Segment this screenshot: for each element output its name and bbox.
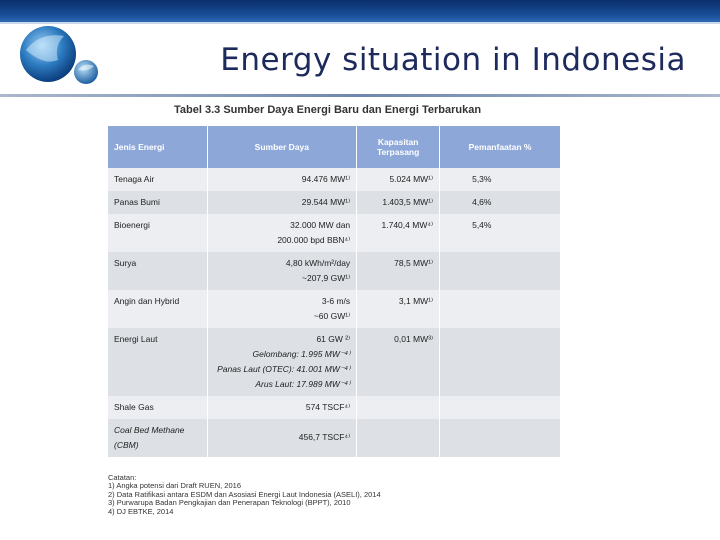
table-row xyxy=(108,396,560,419)
col-header-type: Jenis Energi xyxy=(108,126,207,168)
source-line: 4,80 kWh/m²/day xyxy=(285,258,351,268)
col-header-capacity: Kapasitan Terpasang xyxy=(357,126,440,168)
cell-source xyxy=(207,168,357,191)
cell-source xyxy=(207,396,357,419)
table-row xyxy=(108,214,560,252)
source-line: ~60 GW¹⁾ xyxy=(313,311,351,321)
table-row xyxy=(108,168,560,191)
cell-type: Panas Bumi xyxy=(108,191,207,214)
cell-use xyxy=(440,252,560,290)
slide-header xyxy=(0,0,720,100)
table-notes xyxy=(108,474,381,516)
cell-capacity xyxy=(357,396,440,419)
cell-type: Angin dan Hybrid xyxy=(108,290,207,328)
notes-heading: Catatan: xyxy=(108,473,137,482)
table-row xyxy=(108,328,560,396)
cell-source xyxy=(207,252,357,290)
cell-capacity: 3,1 MW¹⁾ xyxy=(357,290,440,328)
header-divider xyxy=(0,94,720,97)
cell-use: 5,3% xyxy=(440,168,560,191)
cell-capacity: 5.024 MW¹⁾ xyxy=(357,168,440,191)
cell-type: Surya xyxy=(108,252,207,290)
cell-source xyxy=(207,419,357,457)
cell-capacity: 1.403,5 MW¹⁾ xyxy=(357,191,440,214)
globe-logo-icon xyxy=(8,20,108,100)
cell-type: Bioenergi xyxy=(108,214,207,252)
note-item: 4) DJ EBTKE, 2014 xyxy=(108,506,174,516)
source-line: 574 TSCF⁴⁾ xyxy=(305,402,351,412)
cell-capacity xyxy=(357,419,440,457)
cell-use xyxy=(440,396,560,419)
note-item: 2) Data Ratifikasi antara ESDM dan Asosiasi Energi Laut Indonesia (ASELI), 2014 xyxy=(108,489,381,499)
source-line: 200.000 bpd BBN⁴⁾ xyxy=(277,235,351,245)
cell-capacity: 0,01 MW³⁾ xyxy=(357,328,440,396)
table-row xyxy=(108,191,560,214)
source-line: 456,7 TSCF⁴⁾ xyxy=(298,432,351,442)
source-line: Panas Laut (OTEC): 41.001 MW⁻⁴⁾ xyxy=(217,364,351,374)
cell-use xyxy=(440,419,560,457)
table-row xyxy=(108,419,560,457)
cell-source xyxy=(207,214,357,252)
cell-use xyxy=(440,328,560,396)
energy-table xyxy=(108,126,560,457)
source-line: Gelombang: 1.995 MW⁻⁴⁾ xyxy=(252,349,351,359)
cell-source xyxy=(207,290,357,328)
cell-use: 5,4% xyxy=(440,214,560,252)
cell-source xyxy=(207,191,357,214)
cell-type xyxy=(108,419,207,457)
type-line: (CBM) xyxy=(114,440,139,450)
col-header-use: Pemanfaatan % xyxy=(440,126,560,168)
note-item: 3) Purwarupa Badan Pengkajian dan Penerapan Teknologi (BPPT), 2010 xyxy=(108,498,351,508)
source-line: 61 GW ²⁾ xyxy=(316,334,351,344)
energy-table-block xyxy=(108,104,568,457)
cell-capacity: 78,5 MW¹⁾ xyxy=(357,252,440,290)
cell-use xyxy=(440,290,560,328)
source-line: 3-6 m/s xyxy=(321,296,351,306)
table-row xyxy=(108,290,560,328)
cell-source xyxy=(207,328,357,396)
table-caption: Tabel 3.3 Sumber Daya Energi Baru dan Energi Terbarukan xyxy=(174,104,482,116)
table-row xyxy=(108,252,560,290)
source-line: 29.544 MW¹⁾ xyxy=(301,197,351,207)
source-line: ~207,9 GW¹⁾ xyxy=(302,273,351,283)
cell-use: 4,6% xyxy=(440,191,560,214)
header-band xyxy=(0,0,720,22)
cell-type: Shale Gas xyxy=(108,396,207,419)
note-item: 1) Angka potensi dari Draft RUEN, 2016 xyxy=(108,481,241,491)
type-line: Coal Bed Methane xyxy=(114,425,185,435)
cell-capacity: 1.740,4 MW⁴⁾ xyxy=(357,214,440,252)
col-header-source: Sumber Daya xyxy=(207,126,357,168)
cell-type: Energi Laut xyxy=(108,328,207,396)
table-header-row xyxy=(108,126,560,168)
source-line: 32.000 MW dan xyxy=(290,220,351,230)
page-title: Energy situation in Indonesia xyxy=(220,42,686,78)
cell-type: Tenaga Air xyxy=(108,168,207,191)
source-line: 94.476 MW¹⁾ xyxy=(301,174,351,184)
source-line: Arus Laut: 17.989 MW⁻⁴⁾ xyxy=(255,379,351,389)
